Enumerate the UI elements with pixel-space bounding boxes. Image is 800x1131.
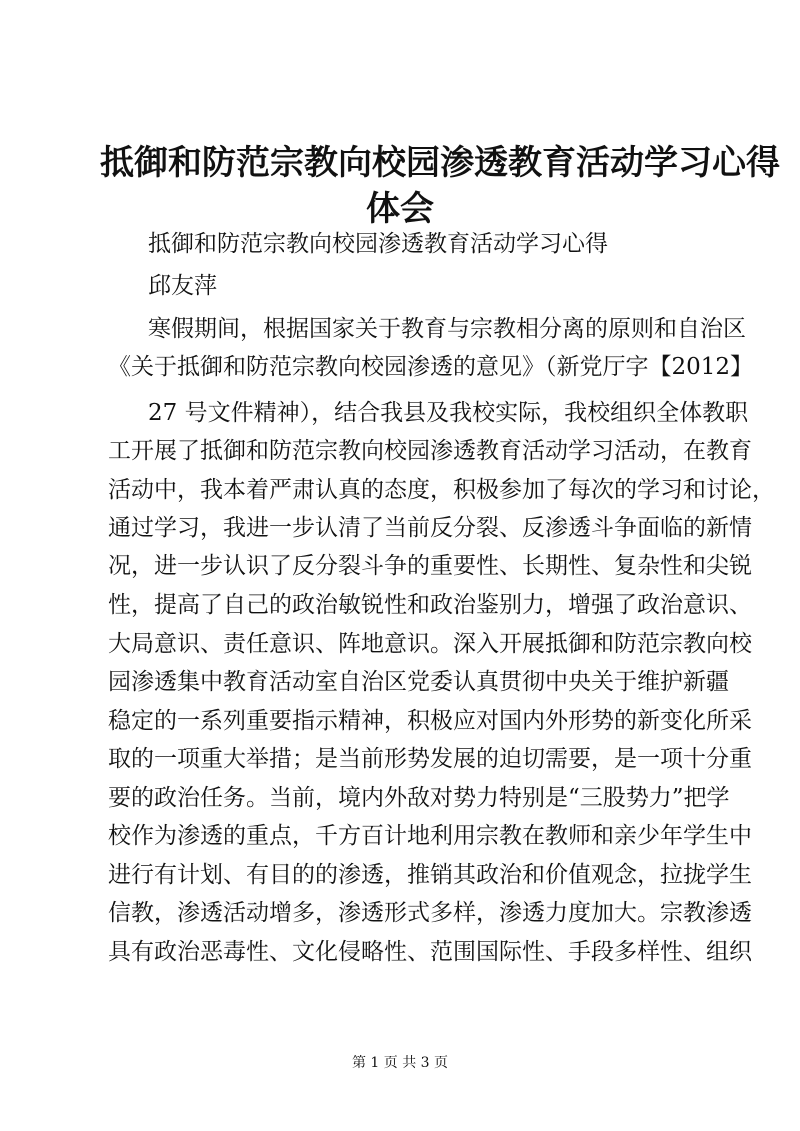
page-number-footer: 第 1 页 共 3 页 <box>351 1055 449 1071</box>
document-title-line2: 体会 <box>366 189 434 229</box>
body-line: 27 号文件精神），结合我县及我校实际，我校组织全体教职 <box>148 400 749 426</box>
document-title-line1: 抵御和防范宗教向校园渗透教育活动学习心得 <box>100 143 780 183</box>
body-line: 稳定的一系列重要指示精神，积极应对国内外形势的新变化所采 <box>108 708 752 734</box>
body-line: 大局意识、责任意识、阵地意识。深入开展抵御和防范宗教向校 <box>108 631 752 657</box>
document-author: 邱友萍 <box>148 273 217 299</box>
body-line: 取的一项重大举措；是当前形势发展的迫切需要，是一项十分重 <box>108 746 752 772</box>
document-subtitle: 抵御和防范宗教向校园渗透教育活动学习心得 <box>148 231 608 257</box>
body-line: 通过学习，我进一步认清了当前反分裂、反渗透斗争面临的新情 <box>108 515 752 541</box>
body-line: 园渗透集中教育活动室自治区党委认真贯彻中央关于维护新疆 <box>108 669 729 695</box>
body-line: 进行有计划、有目的的渗透，推销其政治和价值观念，拉拢学生 <box>108 862 752 888</box>
body-line: 校作为渗透的重点，千方百计地利用宗教在教师和亲少年学生中 <box>108 823 752 849</box>
body-line: 具有政治恶毒性、文化侵略性、范围国际性、手段多样性、组织 <box>108 939 752 965</box>
body-line: 性，提高了自己的政治敏锐性和政治鉴别力，增强了政治意识、 <box>108 592 752 618</box>
body-line: 工开展了抵御和防范宗教向校园渗透教育活动学习活动，在教育 <box>108 438 752 464</box>
body-line: 况，进一步认识了反分裂斗争的重要性、长期性、复杂性和尖锐 <box>108 553 752 579</box>
body-line: 信教，渗透活动增多，渗透形式多样，渗透力度加大。宗教渗透 <box>108 900 752 926</box>
body-line: 要的政治任务。当前，境内外敌对势力特别是“三股势力”把学 <box>108 785 730 811</box>
body-line: 寒假期间，根据国家关于教育与宗教相分离的原则和自治区 <box>148 316 746 342</box>
body-line: 活动中，我本着严肃认真的态度，积极参加了每次的学习和讨论， <box>108 477 775 503</box>
body-line: 《关于抵御和防范宗教向校园渗透的意见》（新党厅字【2012】 <box>108 354 754 380</box>
